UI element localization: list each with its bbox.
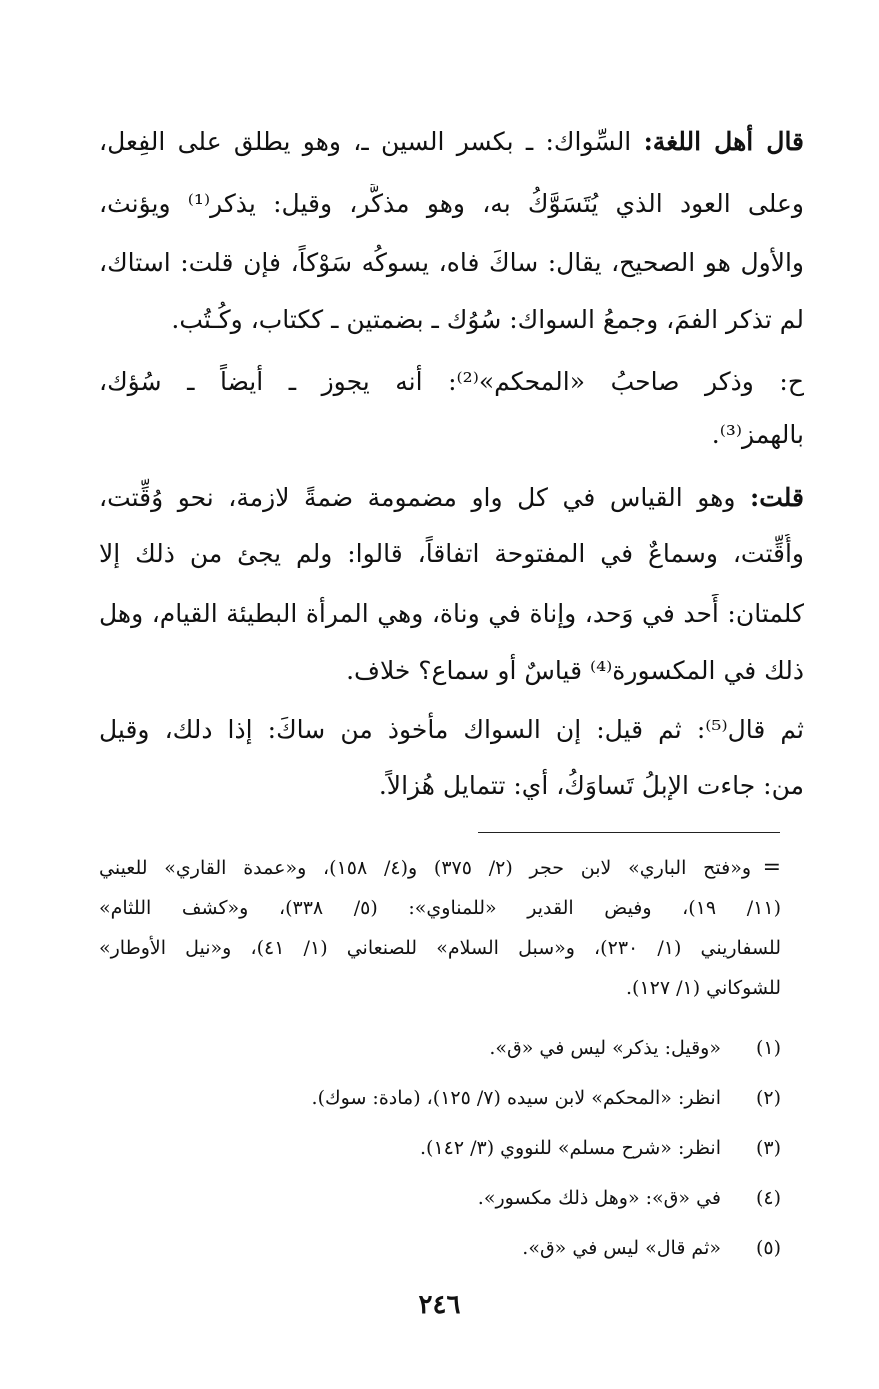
footnote-number: (٣) (755, 1137, 781, 1159)
body-line: ح: وذكر صاحبُ «المحكم»⁽²⁾: أنه يجوز ـ أيضاً ـ سُؤك، (99, 367, 804, 396)
footnote (99, 1032, 781, 1068)
footnote-text: في «ق»: «وهل ذلك مكسور». (477, 1187, 721, 1209)
body-line (99, 122, 804, 166)
body-line: لم تذكر الفمَ، وجمعُ السواك: سُوُك ـ بضمتين ـ ككتاب، وكُـتُب. (171, 305, 804, 334)
body-text: وهو القياس في كل واو مضمومة ضمةً لازمة، نحو وُقِّتت، (99, 483, 750, 512)
footnote-number: (٥) (755, 1237, 781, 1259)
footnote-continuation-line: للسفاريني (١/ ٢٣٠)، و«سبل السلام» للصنعاني (١/ ٤١)، و«نيل الأوطار» (99, 937, 781, 959)
body-line: ثم قال⁽⁵⁾: ثم قيل: إن السواك مأخوذ من ساكَ: إذا دلك، وقيل (99, 715, 804, 744)
paragraph-lead: قلت: (749, 483, 804, 512)
footnote-text: انظر: «شرح مسلم» للنووي (٣/ ١٤٢). (419, 1137, 721, 1159)
page-number: ٢٤٦ (418, 1290, 461, 1320)
footnote (99, 1132, 781, 1168)
body-line: وعلى العود الذي يُتَسَوَّكُ به، وهو مذكَّر، وقيل: يذكر⁽¹⁾ ويؤنث، (99, 189, 804, 218)
body-line: من: جاءت الإبلُ تَساوَكُ، أي: تتمايل هُزالاً. (378, 771, 804, 800)
body-line: كلمتان: أَحد في وَحد، وإناة في وناة، وهي المرأة البطيئة القيام، وهل (99, 599, 804, 628)
body-line: بالهمز⁽³⁾. (711, 420, 804, 449)
footnote-continuation-line: و«فتح الباري» لابن حجر (٢/ ٣٧٥) و(٤/ ١٥٨)، و«عمدة القاري» للعيني (99, 857, 751, 879)
footnote-continuation-line: للشوكاني (١/ ١٢٧). (625, 977, 781, 999)
body-line: ذلك في المكسورة⁽⁴⁾ قياسٌ أو سماع؟ خلاف. (346, 656, 804, 685)
footnote-separator (478, 832, 780, 833)
body-text: السِّواك: ـ بكسر السين ـ، وهو يطلق على الفِعل، (99, 127, 644, 156)
continuation-mark: = (762, 855, 781, 880)
footnote-text: «ثم قال» ليس في «ق». (522, 1237, 721, 1259)
footnote-number: (٢) (755, 1087, 781, 1109)
paragraph-lead: قال أهل اللغة: (643, 127, 804, 156)
footnote-text: انظر: «المحكم» لابن سيده (٧/ ١٢٥)، (مادة: سوك). (311, 1087, 721, 1109)
footnote (99, 1232, 781, 1268)
body-line (99, 478, 804, 522)
footnote (99, 1082, 781, 1118)
body-line: وأُقِّتت، وسماعٌ في المفتوحة اتفاقاً، قالوا: ولم يجئ من ذلك إلا (99, 539, 804, 568)
footnote-text: «وقيل: يذكر» ليس في «ق». (489, 1037, 721, 1059)
footnote-number: (٤) (755, 1187, 781, 1209)
footnote-number: (١) (755, 1037, 781, 1059)
footnote-continuation-line: (١١/ ١٩)، وفيض القدير «للمناوي»: (٥/ ٣٣٨)، و«كشف اللثام» (99, 897, 781, 919)
footnote (99, 1182, 781, 1218)
body-line: والأول هو الصحيح، يقال: ساكَ فاه، يسوكُه سَوْكاً، فإن قلت: استاك، (99, 248, 804, 277)
